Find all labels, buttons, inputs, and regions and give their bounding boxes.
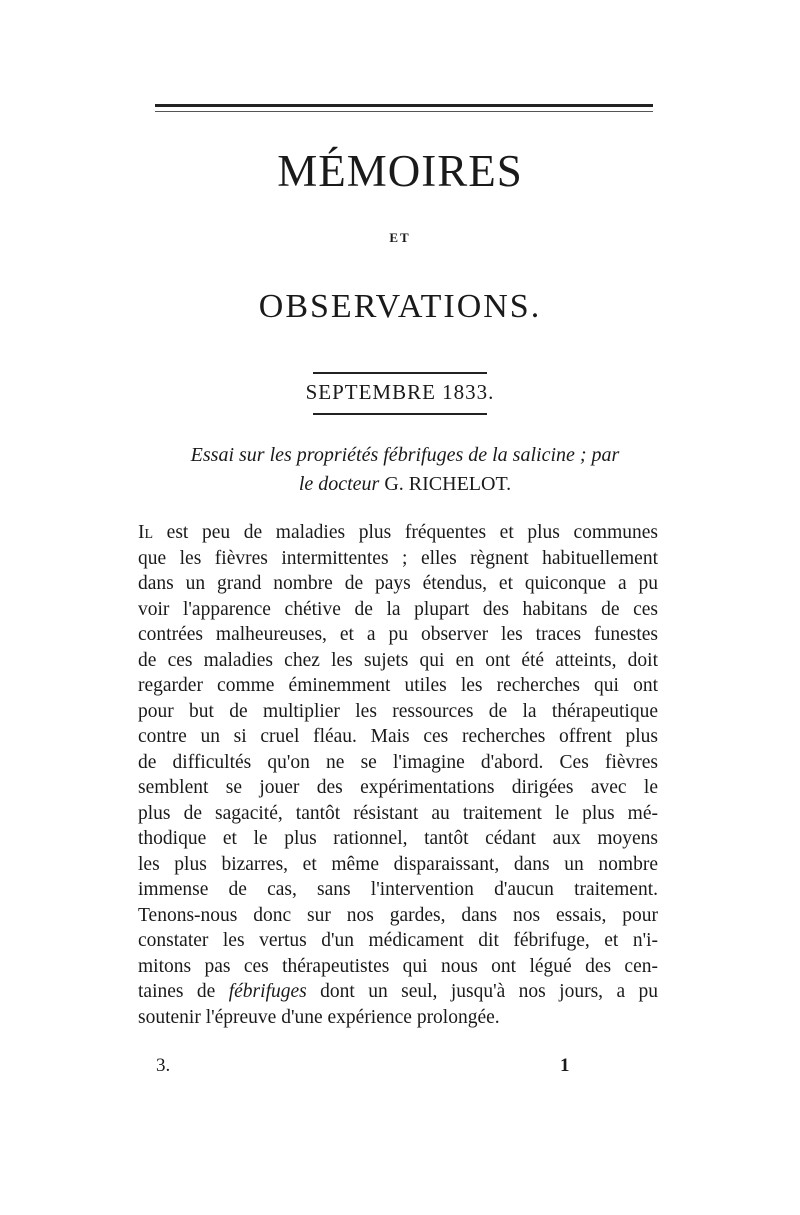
signature-mark: 3. — [156, 1055, 171, 1076]
section-title-conjunction: ET — [389, 230, 411, 245]
essay-title-prefix: le docteur — [298, 473, 380, 495]
essay-author: G. RICHELOT. — [384, 473, 512, 495]
body-line: contre un si cruel fléau. Mais ces recherches offrent plus — [138, 726, 658, 747]
body-line: que les fièvres intermittentes ; elles règnent habituellement — [138, 547, 658, 569]
date-line: SEPTEMBRE 1833. — [305, 380, 495, 404]
body-line: plus de sagacité, tantôt résistant au traitement le plus mé- — [138, 802, 658, 824]
body-line: soutenir l'épreuve d'une expérience prolongée. — [138, 1006, 500, 1028]
body-line: mitons pas ces thérapeutistes qui nous ont légué des cen- — [138, 955, 658, 977]
date-rule-bottom — [313, 413, 487, 415]
date-rule-top — [313, 372, 487, 374]
body-paragraph — [138, 520, 658, 1030]
essay-title-line1: Essai sur les propriétés fébrifuges de la salicine ; par — [190, 444, 620, 466]
body-line: voir l'apparence chétive de la plupart des habitans de ces — [138, 598, 658, 620]
body-line: contrées malheureuses, et a pu observer les traces funestes — [138, 624, 658, 645]
section-title-observations: OBSERVATIONS. — [258, 288, 542, 325]
essay-title — [145, 441, 665, 499]
body-line: taines de fébrifuges dont un seul, jusqu'à nos jours, a pu — [138, 981, 659, 1002]
body-line: regarder comme éminemment utiles les recherches qui ont — [138, 675, 658, 696]
body-line: les plus bizarres, et même disparaissant, dans un nombre — [138, 853, 658, 875]
page-number: 1 — [560, 1055, 570, 1076]
top-rule-thick — [155, 104, 653, 107]
body-line: dans un grand nombre de pays étendus, et quiconque a pu — [138, 573, 658, 594]
body-line: immense de cas, sans l'intervention d'aucun traitement. — [138, 879, 658, 900]
body-line: Tenons-nous donc sur nos gardes, dans nos essais, pour — [138, 904, 658, 926]
body-line: thodique et le plus rationnel, tantôt cédant aux moyens — [138, 828, 658, 849]
drop-cap: Il — [138, 522, 154, 543]
body-line: de ces maladies chez les sujets qui en ont été atteints, doit — [138, 649, 658, 671]
italic-term: fébrifuges — [228, 981, 307, 1002]
body-line: de difficultés qu'on ne se l'imagine d'abord. Ces fièvres — [138, 751, 658, 773]
top-rule-thin — [155, 111, 653, 112]
body-line: semblent se jouer des expérimentations dirigées avec le — [138, 777, 658, 798]
body-line: Il est peu de maladies plus fréquentes et plus communes — [138, 522, 658, 543]
body-line: constater les vertus d'un médicament dit fébrifuge, et n'i- — [138, 930, 658, 951]
section-title-memoires: MÉMOIRES — [277, 146, 523, 196]
body-line: pour but de multiplier les ressources de la thérapeutique — [138, 700, 658, 722]
